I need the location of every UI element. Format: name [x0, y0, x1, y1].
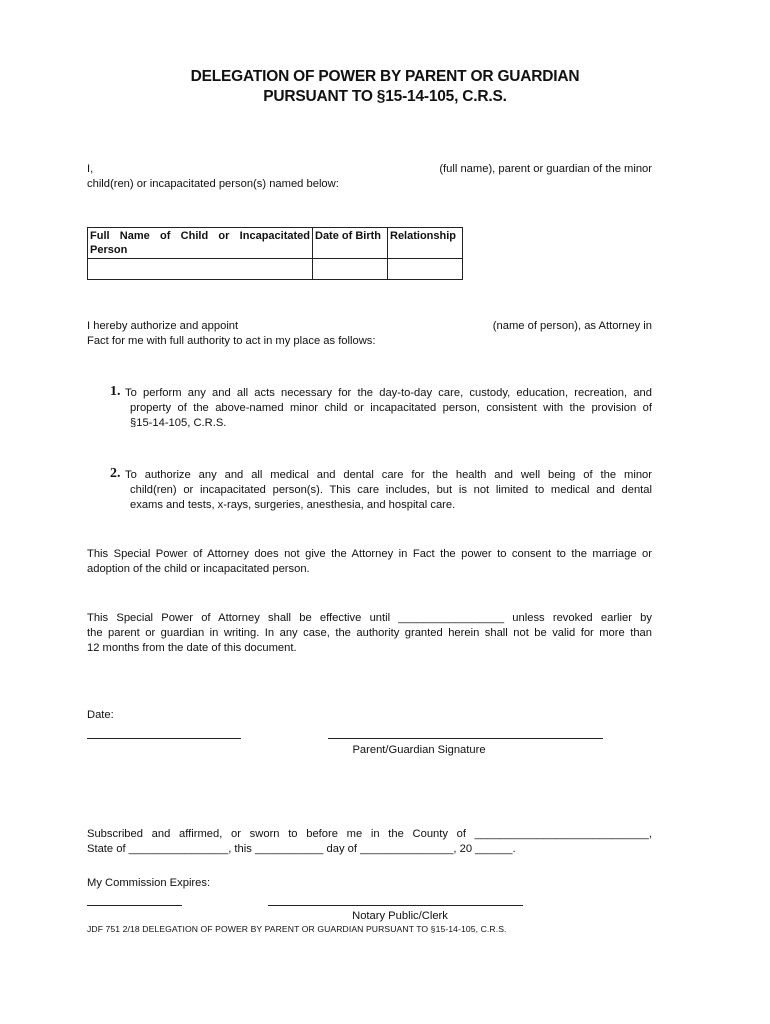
parent-signature-line[interactable] — [328, 738, 603, 739]
document-title-line2: PURSUANT TO §15-14-105, C.R.S. — [263, 88, 507, 105]
special1-line1: This Special Power of Attorney does not give the Attorney in Fact the power to consent to the marriage or — [87, 548, 652, 560]
notary-line2: State of ________________, this ___________ day of _______________, 20 ______. — [87, 843, 516, 855]
parent-signature-label: Parent/Guardian Signature — [352, 744, 486, 756]
table-cell-relationship[interactable] — [388, 259, 463, 280]
item-2-line2: child(ren) or incapacitated person(s). This care includes, but is not limited to medical and dental — [130, 484, 652, 496]
children-table — [87, 227, 463, 280]
document-title-line1: DELEGATION OF POWER BY PARENT OR GUARDIAN — [190, 68, 580, 85]
table-header-row — [88, 228, 463, 259]
intro-line2: child(ren) or incapacitated person(s) named below: — [87, 178, 339, 190]
table-row — [88, 259, 463, 280]
intro-full-name-text: (full name), parent or guardian of the minor — [439, 163, 652, 175]
table-header-relationship: Relationship — [388, 228, 463, 259]
special2-line2: the parent or guardian in writing. In any case, the authority granted herein shall not be valid for more than — [87, 627, 652, 639]
appoint-right: (name of person), as Attorney in — [492, 320, 652, 332]
intro-i-label: I, — [87, 163, 94, 175]
item-1-line2: property of the above-named minor child or incapacitated person, consistent with the provision of — [130, 402, 652, 414]
special2-line3: 12 months from the date of this document. — [87, 642, 297, 654]
table-cell-name[interactable] — [88, 259, 313, 280]
item-2-line1: To authorize any and all medical and dental care for the health and well being of the minor — [125, 469, 652, 481]
item-1-number: 1. — [110, 384, 121, 399]
date-label: Date: — [87, 709, 114, 721]
special2-line1: This Special Power of Attorney shall be effective until _________________ unless revoked earlier by — [87, 612, 652, 624]
document-footer: JDF 751 2/18 DELEGATION OF POWER BY PARENT OR GUARDIAN PURSUANT TO §15-14-105, C.R.S. — [87, 924, 507, 934]
appoint-left: I hereby authorize and appoint — [87, 320, 239, 332]
item-1-line3: §15-14-105, C.R.S. — [130, 417, 227, 429]
notary-line1: Subscribed and affirmed, or sworn to before me in the County of ____________________________, — [87, 828, 652, 840]
table-header-full-name: Full Name of Child or Incapacitated Person — [88, 228, 313, 259]
commission-expires-label: My Commission Expires: — [87, 877, 211, 889]
item-1-line1: To perform any and all acts necessary for the day-to-day care, custody, education, recreation, and — [125, 387, 652, 399]
date-line[interactable] — [87, 738, 241, 739]
table-header-dob: Date of Birth — [313, 228, 388, 259]
item-2-line3: exams and tests, x-rays, surgeries, anesthesia, and hospital care. — [130, 499, 456, 511]
appoint-line2: Fact for me with full authority to act in my place as follows: — [87, 335, 376, 347]
item-2-number: 2. — [110, 466, 121, 481]
special1-line2: adoption of the child or incapacitated person. — [87, 563, 310, 575]
table-cell-dob[interactable] — [313, 259, 388, 280]
notary-signature-label: Notary Public/Clerk — [352, 910, 448, 922]
notary-signature-line[interactable] — [268, 905, 523, 906]
commission-date-line[interactable] — [87, 905, 182, 906]
